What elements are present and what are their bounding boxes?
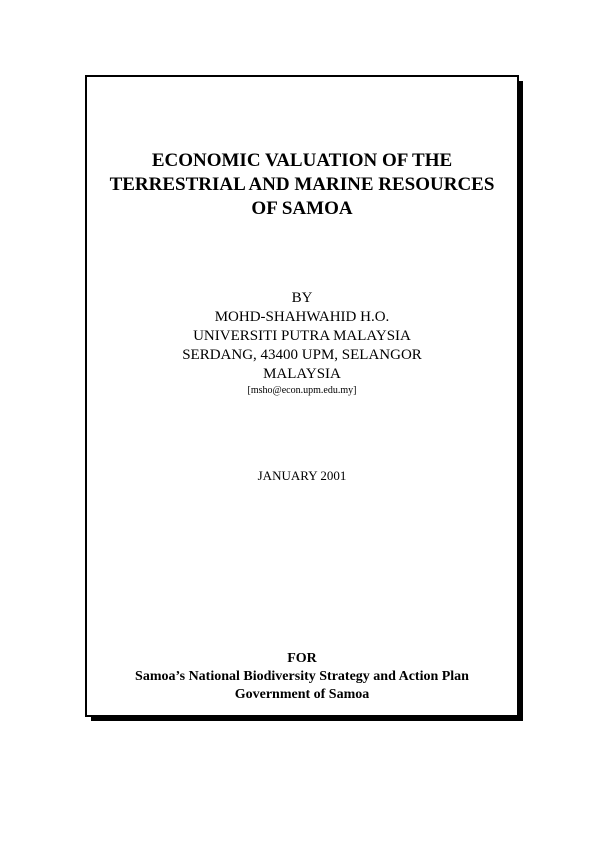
author-address: SERDANG, 43400 UPM, SELANGOR — [182, 347, 422, 363]
program-name: Samoa’s National Biodiversity Strategy and Action Plan — [135, 669, 469, 684]
author-name: MOHD-SHAHWAHID H.O. — [214, 309, 390, 325]
publication-date: JANUARY 2001 — [257, 468, 347, 483]
document-title — [87, 149, 517, 221]
for-label: FOR — [287, 651, 317, 666]
government-name: Government of Samoa — [234, 687, 370, 702]
author-institution: UNIVERSITI PUTRA MALAYSIA — [193, 328, 411, 344]
title-line-2: TERRESTRIAL AND MARINE RESOURCES — [109, 174, 495, 195]
title-line-3: OF SAMOA — [251, 198, 353, 219]
title-line-1: ECONOMIC VALUATION OF THE — [151, 150, 453, 171]
cover-frame — [85, 75, 519, 717]
prepared-for-block — [87, 650, 517, 704]
author-block — [87, 289, 517, 398]
author-country: MALAYSIA — [263, 366, 341, 382]
by-label: BY — [291, 290, 313, 306]
author-email: [msho@econ.upm.edu.my] — [247, 385, 357, 396]
